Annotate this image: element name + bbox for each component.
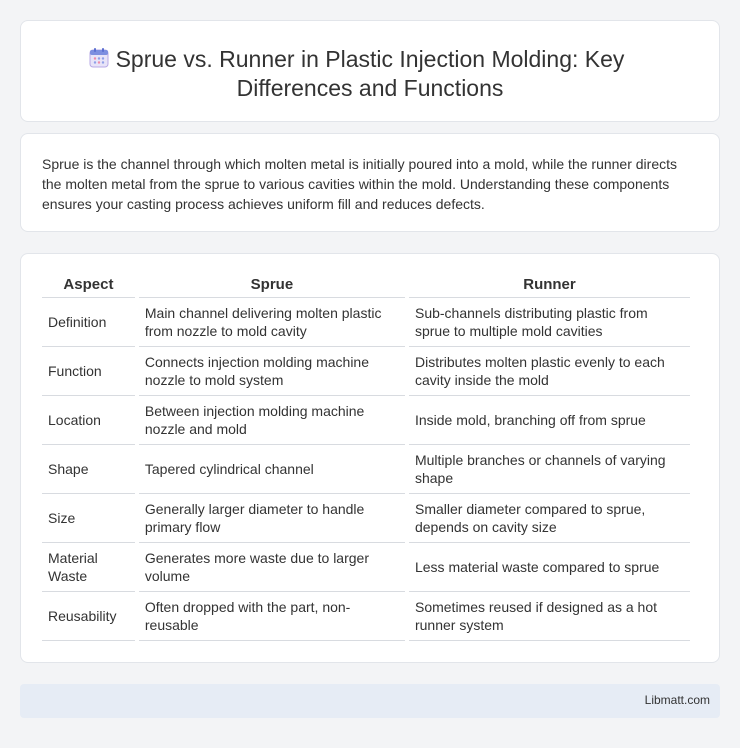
intro-card [20,133,720,232]
cell-aspect: Location [42,396,135,445]
cell-runner: Sub-channels distributing plastic from sprue to multiple mold cavities [409,298,690,347]
intro-text: Sprue is the channel through which molten metal is initially poured into a mold, while the runner directs the molten metal from the sprue to various cavities within the mold. Understanding these components ensures your casting process achieves uniform fill and reduces defects. [42,156,678,212]
cell-runner: Less material waste compared to sprue [409,543,690,592]
cell-sprue: Main channel delivering molten plastic from nozzle to mold cavity [139,298,405,347]
title-line-2: Differences and Functions [236,75,504,101]
cell-aspect: Material Waste [42,543,135,592]
page-title [21,45,719,103]
table-row [42,396,690,445]
cell-aspect: Definition [42,298,135,347]
cell-runner: Inside mold, branching off from sprue [409,396,690,445]
cell-sprue: Generates more waste due to larger volume [139,543,405,592]
table-row [42,494,690,543]
cell-aspect: Size [42,494,135,543]
table-row [42,445,690,494]
cell-sprue: Connects injection molding machine nozzle to mold system [139,347,405,396]
table-row [42,592,690,641]
cell-runner: Sometimes reused if designed as a hot runner system [409,592,690,641]
table-row [42,347,690,396]
header-runner: Runner [409,274,690,298]
footer-brand-link[interactable]: Libmatt.com [644,693,710,707]
title-line-1: Sprue vs. Runner in Plastic Injection Molding: Key [115,46,625,72]
cell-aspect: Function [42,347,135,396]
header-aspect: Aspect [42,274,135,298]
cell-sprue: Tapered cylindrical channel [139,445,405,494]
cell-aspect: Reusability [42,592,135,641]
cell-sprue: Between injection molding machine nozzle and mold [139,396,405,445]
comparison-table [38,274,694,641]
cell-aspect: Shape [42,445,135,494]
title-card [20,20,720,122]
cell-sprue: Often dropped with the part, non-reusable [139,592,405,641]
cell-runner: Distributes molten plastic evenly to each cavity inside the mold [409,347,690,396]
header-sprue: Sprue [139,274,405,298]
table-header-row [42,274,690,298]
table-row [42,298,690,347]
cell-runner: Multiple branches or channels of varying shape [409,445,690,494]
cell-sprue: Generally larger diameter to handle primary flow [139,494,405,543]
table-row [42,543,690,592]
footer-bar [20,684,720,718]
cell-runner: Smaller diameter compared to sprue, depends on cavity size [409,494,690,543]
comparison-card [20,253,720,663]
